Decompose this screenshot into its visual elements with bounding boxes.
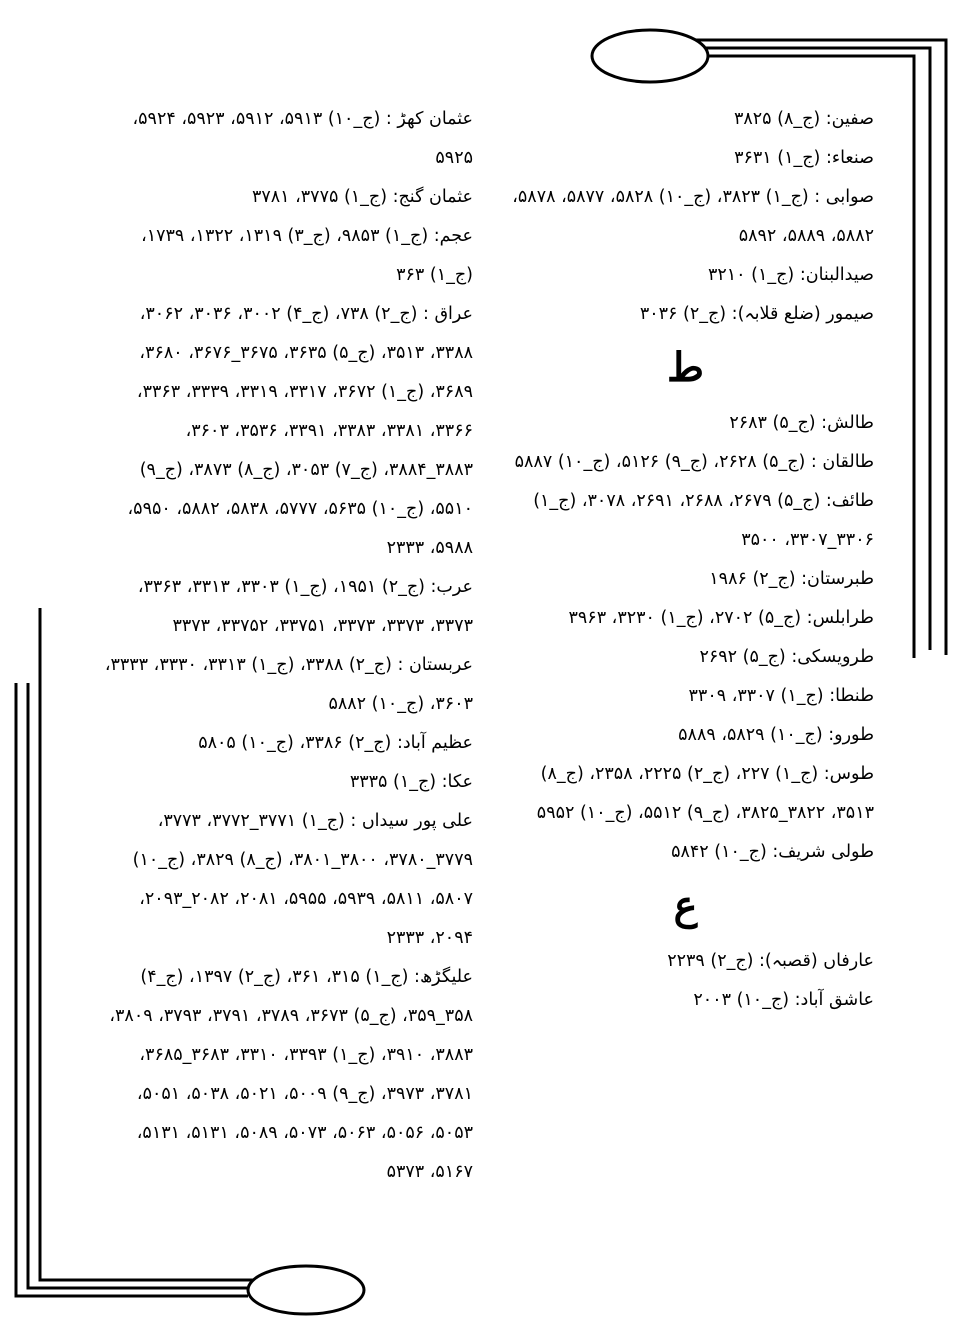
left-column xyxy=(93,100,473,1192)
section-header-ta: ط xyxy=(667,344,704,391)
index-entry: عارفاں (قصبہ): (ج_۲) ۲۲۳۹ xyxy=(667,951,874,971)
index-entry: عرب: (ج_۲) ۱۹۵۱، (ج_۱) ۳۳۰۳، ۳۳۱۳، ۳۳۶۳، ۳۳۷۳، ۳۳۷۳، ۳۳۷۳، ۳۳۷۵۱، ۳۳۷۵۲، ۳۳۷۳ xyxy=(137,577,473,636)
index-entry: طولی شریف: (ج_۱۰) ۵۸۴۲ xyxy=(671,842,874,862)
index-entry: طالش: (ج_۵) ۲۶۸۳ xyxy=(729,413,874,433)
index-entry: عثمان گنج: (ج_۱) ۳۷۷۵، ۳۷۸۱ xyxy=(251,187,473,207)
index-entry: عربستان : (ج_۲) ۳۳۸۸، (ج_۱) ۳۳۱۳، ۳۳۳۰، ۳۳۳۳، ۳۶۰۳، (ج_۱۰) ۵۸۸۲ xyxy=(104,655,473,714)
index-entry: عراق : (ج_۲) ۷۳۸، (ج_۴) ۳۰۰۲، ۳۰۳۶، ۳۰۶۲، ۳۳۸۸، ۳۵۱۳، (ج_۵) ۳۶۳۵، ۳۶۷۵_۳۶۷۶، ۳۶۸۰، ۳۶۸۹، (ج_۱) ۳۶۷۲، ۳۳۱۷، ۳۳۱۹، ۳۳۳۹، ۳۳۶۳، ۳۳۶۶، ۳۳۸۱، ۳۳۸۳، ۳۳۹۱، ۳۵۳۶، ۳۶۰۳، ۳۸۸۳_۳۸۸۴، (ج_۷) ۳۰۵۳، (ج_۸) ۳۸۷۳، (ج_۹) ۵۵۱۰، (ج_۱۰) ۵۶۳۵، ۵۷۷۷، ۵۸۳۸، ۵۸۸۲، ۵۹۵۰، ۵۹۸۸، ۲۳۳۳ xyxy=(127,304,473,558)
right-column xyxy=(497,100,874,1020)
index-entry: صیدالبنان: (ج_۱) ۳۲۱۰ xyxy=(707,265,874,285)
index-entry: عظیم آباد: (ج_۲) ۳۳۸۶، (ج_۱۰) ۵۸۰۵ xyxy=(198,733,473,753)
index-entry: عاشق آباد: (ج_۱۰) ۲۰۰۳ xyxy=(693,990,874,1010)
index-entry: صیمور (ضلع قلابہ): (ج_۲) ۳۰۳۶ xyxy=(639,304,874,324)
index-entry: طائف: (ج_۵) ۲۶۷۹، ۲۶۸۸، ۲۶۹۱، ۳۰۷۸، (ج_۱) ۳۳۰۶_۳۳۰۷، ۳۵۰۰ xyxy=(533,491,874,550)
index-entry: عکا: (ج_۱) ۳۳۳۵ xyxy=(349,772,473,792)
index-entry: طوس: (ج_۱) ۲۲۷، (ج_۲) ۲۲۲۵، ۲۳۵۸، (ج_۸) ۳۵۱۳، ۳۸۲۲_۳۸۲۵، (ج_۹) ۵۵۱۲، (ج_۱۰) ۵۹۵۲ xyxy=(536,764,874,823)
index-entry: صنعاء: (ج_۱) ۳۶۳۱ xyxy=(734,148,874,168)
section-header-ain: ع xyxy=(673,882,698,929)
index-entry: عجم: (ج_۱) ۹۸۵۳، (ج_۳) ۱۳۱۹، ۱۳۲۲، ۱۷۳۹، (ج_۱) ۳۶۳ xyxy=(141,226,473,285)
index-entry: علیگڑھ: (ج_۱) ۳۱۵، ۳۶۱، (ج_۲) ۱۳۹۷، (ج_۴) ۳۵۸_۳۵۹، (ج_۵) ۳۶۷۳، ۳۷۸۹، ۳۷۹۱، ۳۷۹۳، ۳۸۰۹، ۳۸۸۳، ۳۹۱۰، (ج_۱) ۳۳۹۳، ۳۳۱۰، ۳۶۸۳_۳۶۸۵، ۳۷۸۱، ۳۹۷۳، (ج_۹) ۵۰۰۹، ۵۰۲۱، ۵۰۳۸، ۵۰۵۱، ۵۰۵۳، ۵۰۵۶، ۵۰۶۳، ۵۰۷۳، ۵۰۸۹، ۵۱۳۱، ۵۱۳۱، ۵۱۶۷، ۵۳۷۳ xyxy=(109,967,473,1182)
top-ornament-oval xyxy=(592,30,708,82)
index-entry: علی پور سیداں : (ج_۱) ۳۷۷۱_۳۷۷۲، ۳۷۷۳، ۳۷۷۹_۳۷۸۰، ۳۸۰۰_۳۸۰۱، (ج_۸) ۳۸۲۹، (ج_۱۰) ۵۸۰۷، ۵۸۱۱، ۵۹۳۹، ۵۹۵۵، ۲۰۸۱، ۲۰۸۲_۲۰۹۳، ۲۰۹۴، ۲۳۳۳ xyxy=(132,811,473,948)
bottom-ornament-oval xyxy=(248,1266,364,1314)
index-entry: صفین: (ج_۸) ۳۸۲۵ xyxy=(733,109,874,129)
index-entry: طرویسکی: (ج_۵) ۲۶۹۲ xyxy=(699,647,874,667)
index-entry: طنطا: (ج_۱) ۳۳۰۷، ۳۳۰۹ xyxy=(688,686,874,706)
index-entry: صوابی : (ج_۱) ۳۸۲۳، (ج_۱۰) ۵۸۲۸، ۵۸۷۷، ۵۸۷۸، ۵۸۸۲، ۵۸۸۹، ۵۸۹۲ xyxy=(512,187,874,246)
index-entry: عثمان کھڑ : (ج_۱۰) ۵۹۱۳، ۵۹۱۲، ۵۹۲۳، ۵۹۲۴، ۵۹۲۵ xyxy=(132,109,473,168)
index-entry: طورو: (ج_۱۰) ۵۸۲۹، ۵۸۸۹ xyxy=(678,725,874,745)
index-entry: طبرستان: (ج_۲) ۱۹۸۶ xyxy=(709,569,874,589)
index-entry: طالقان : (ج_۵) ۲۶۲۸، (ج_۹) ۵۱۲۶، (ج_۱۰) ۵۸۸۷ xyxy=(514,452,874,472)
index-entry: طرابلس: (ج_۵) ۲۷۰۲، (ج_۱) ۳۲۳۰، ۳۹۶۳ xyxy=(568,608,874,628)
